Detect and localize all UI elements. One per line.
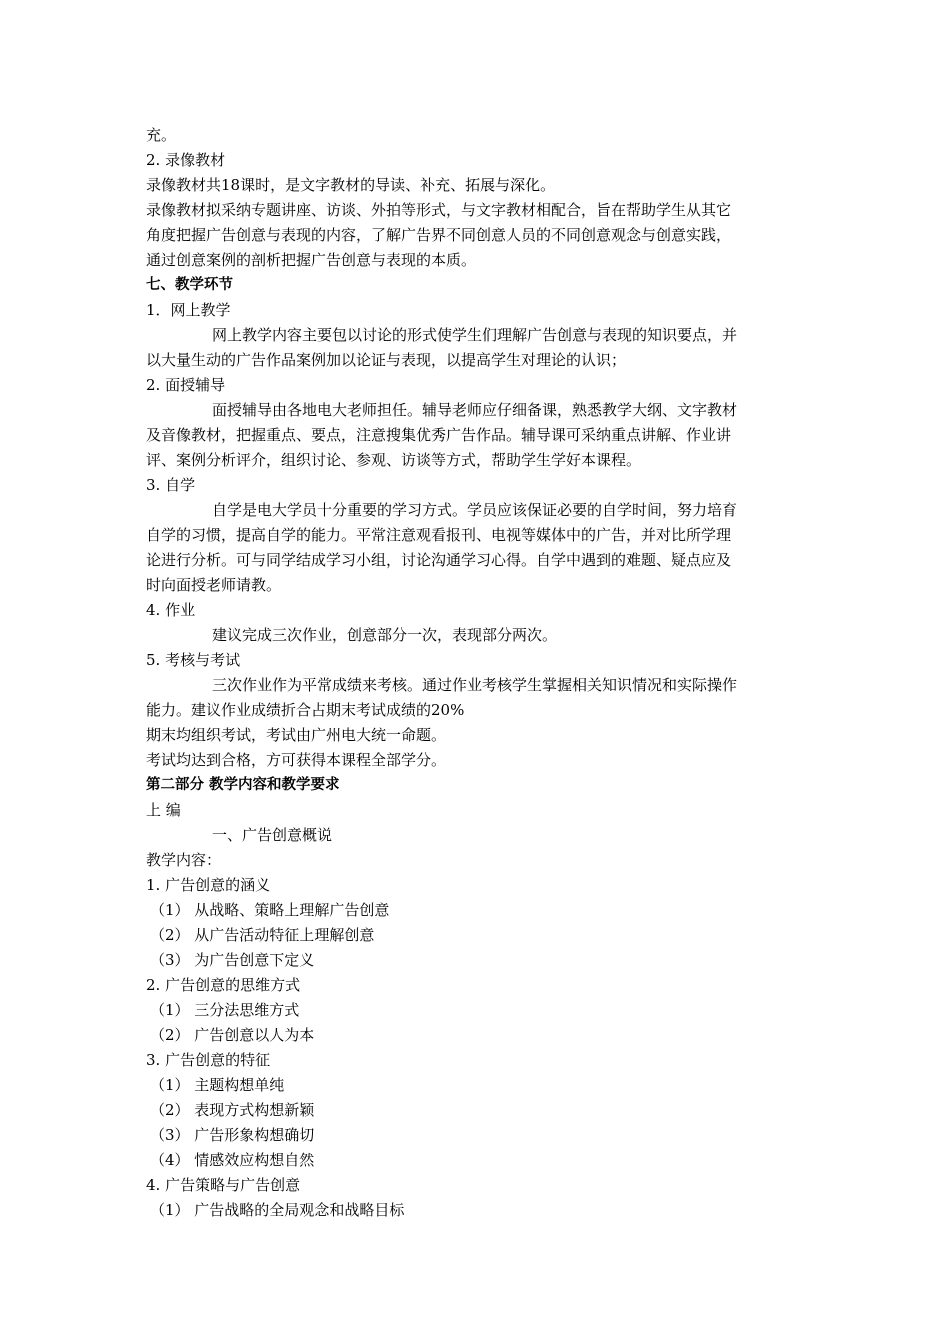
list-heading: 3. 广告创意的特征 (146, 1051, 271, 1069)
text-line: 录像教材共18课时，是文字教材的导读、补充、拓展与深化。 (146, 176, 556, 194)
text-line: 录像教材拟采纳专题讲座、访谈、外拍等形式，与文字教材相配合，旨在帮助学生从其它 (146, 201, 732, 219)
list-item: （1） 从战略、策略上理解广告创意 (150, 901, 390, 919)
section-heading: 2. 面授辅导 (146, 376, 226, 394)
section-heading: 5. 考核与考试 (146, 651, 241, 669)
text-line: 网上教学内容主要包以讨论的形式使学生们理解广告创意与表现的知识要点，并 (212, 326, 738, 344)
text-line: 教学内容： (146, 851, 222, 869)
list-item: （2） 广告创意以人为本 (150, 1026, 315, 1044)
list-item: （1） 三分法思维方式 (150, 1001, 300, 1019)
text-line: 评、案例分析评介，组织讨论、参观、访谈等方式，帮助学生学好本课程。 (146, 451, 642, 469)
text-line: 角度把握广告创意与表现的内容，了解广告界不同创意人员的不同创意观念与创意实践， (146, 226, 732, 244)
list-item: （1） 广告战略的全局观念和战略目标 (150, 1201, 405, 1219)
part-heading: 第二部分 教学内容和教学要求 (146, 777, 340, 793)
list-item: （2） 从广告活动特征上理解创意 (150, 926, 375, 944)
list-item: （3） 为广告创意下定义 (150, 951, 315, 969)
text-line: 建议完成三次作业，创意部分一次，表现部分两次。 (212, 626, 558, 644)
list-item: （4） 情感效应构想自然 (150, 1151, 315, 1169)
list-heading: 4. 广告策略与广告创意 (146, 1176, 301, 1194)
text-line: 能力。建议作业成绩折合占期末考试成绩的20% (146, 701, 465, 719)
text-line: 三次作业作为平常成绩来考核。通过作业考核学生掌握相关知识情况和实际操作 (212, 676, 738, 694)
text-line: 时向面授老师请教。 (146, 576, 282, 594)
section-heading: 1．网上教学 (146, 301, 231, 319)
section-heading: 4. 作业 (146, 601, 196, 619)
text-line: 期末均组织考试，考试由广州电大统一命题。 (146, 726, 447, 744)
chapter-heading: 七、教学环节 (146, 277, 233, 293)
text-line: 充。 (146, 126, 177, 144)
section-heading: 2. 录像教材 (146, 151, 226, 169)
list-heading: 2. 广告创意的思维方式 (146, 976, 301, 994)
text-line: 论进行分析。可与同学结成学习小组，讨论沟通学习心得。自学中遇到的难题、疑点应及 (146, 551, 732, 569)
text-line: 考试均达到合格，方可获得本课程全部学分。 (146, 751, 447, 769)
chapter-title: 一、广告创意概说 (212, 826, 333, 844)
list-item: （3） 广告形象构想确切 (150, 1126, 315, 1144)
list-item: （1） 主题构想单纯 (150, 1076, 285, 1094)
text-line: 及音像教材，把握重点、要点，注意搜集优秀广告作品。辅导课可采纳重点讲解、作业讲 (146, 426, 732, 444)
volume-heading: 上 编 (146, 801, 181, 819)
text-line: 通过创意案例的剖析把握广告创意与表现的本质。 (146, 251, 477, 269)
section-heading: 3. 自学 (146, 476, 196, 494)
text-line: 以大量生动的广告作品案例加以论证与表现，以提高学生对理论的认识； (146, 351, 627, 369)
list-item: （2） 表现方式构想新颖 (150, 1101, 315, 1119)
text-line: 面授辅导由各地电大老师担任。辅导老师应仔细备课，熟悉教学大纲、文字教材 (212, 401, 738, 419)
text-line: 自学的习惯，提高自学的能力。平常注意观看报刊、电视等媒体中的广告，并对比所学理 (146, 526, 732, 544)
text-line: 自学是电大学员十分重要的学习方式。学员应该保证必要的自学时间，努力培育 (212, 501, 738, 519)
list-heading: 1. 广告创意的涵义 (146, 876, 271, 894)
